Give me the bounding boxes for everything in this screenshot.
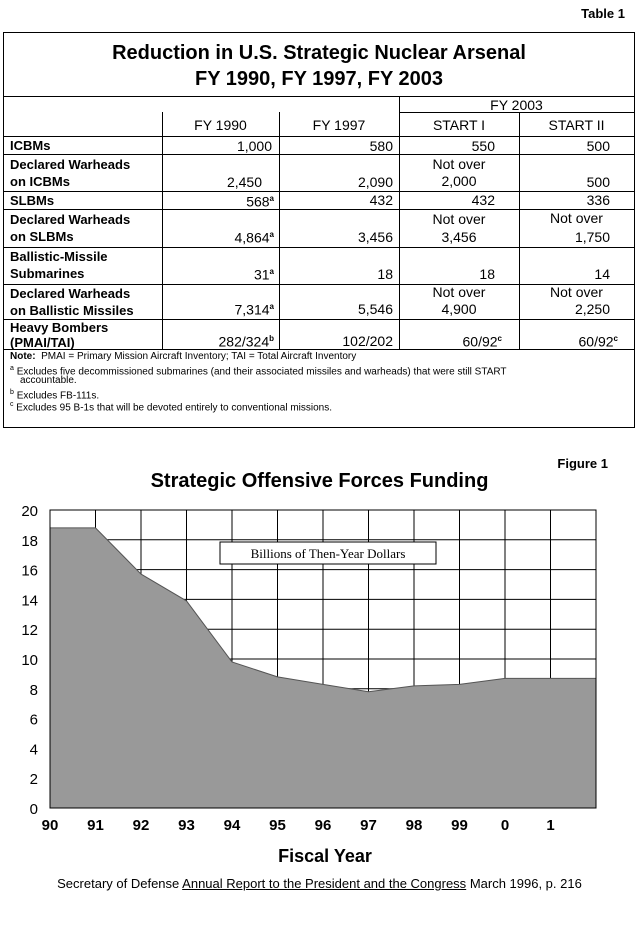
table-cell: 31$^a$ [253, 266, 274, 283]
row-label: SLBMs [10, 193, 55, 208]
table-cell: 500 [586, 138, 610, 154]
x-tick-label: 96 [314, 817, 332, 834]
table-cell: 18 [479, 266, 495, 282]
x-tick-label: 93 [178, 817, 195, 834]
row-label: ICBMs [10, 138, 51, 153]
row-label-cont: on ICBMs [10, 174, 70, 189]
footnote-b: $^b$ Excludes FB-111s. [10, 389, 100, 402]
x-tick-label: 99 [451, 817, 468, 834]
table-cell: 7,314$^a$ [234, 301, 274, 318]
row-label: Ballistic-Missile [10, 249, 108, 264]
x-tick-label: 1 [546, 817, 555, 834]
x-tick-label: 0 [500, 817, 510, 834]
table-cell: 2,450 [226, 174, 262, 190]
table-cell: 500 [586, 174, 610, 190]
table-cell: 336 [586, 192, 610, 208]
row-label-cont: on Ballistic Missiles [10, 303, 134, 318]
table-cell: 550 [471, 138, 495, 154]
table-cell: 432 [369, 192, 393, 208]
table-cell-qualifier: Not over [550, 210, 603, 226]
table-title-line2: FY 1990, FY 1997, FY 2003 [195, 68, 443, 90]
row-label-cont: on SLBMs [10, 229, 74, 244]
table-cell: 1,750 [574, 229, 610, 245]
table-cell: 60/92$^c$ [578, 333, 618, 350]
y-tick-label: 16 [21, 562, 38, 580]
table-title-line1: Reduction in U.S. Strategic Nuclear Arsenal [112, 42, 526, 64]
table-cell: 568$^a$ [246, 193, 274, 210]
y-tick-label: 20 [21, 503, 38, 520]
table-cell-qualifier: Not over [432, 211, 486, 227]
table-cell: 4,900 [441, 301, 477, 317]
footnote-a: $^a$ Excludes five decommissioned submarines (and their associated missiles and warheads) that were still START [10, 365, 507, 378]
table-cell-qualifier: Not over [432, 156, 486, 172]
table-cell: 102/202 [342, 333, 393, 349]
table-note: Note: PMAI = Primary Mission Aircraft Inventory; TAI = Total Aircraft Inventory [10, 351, 357, 362]
col-header-start1: START I [432, 117, 486, 133]
y-tick-label: 14 [21, 592, 38, 610]
y-tick-label: 8 [29, 681, 38, 699]
table-cell: 5,546 [357, 301, 393, 317]
table-cell-qualifier: Not over [432, 284, 486, 300]
table-cell: 3,456 [441, 229, 477, 245]
x-tick-label: 97 [360, 817, 377, 834]
source-citation: Secretary of Defense Annual Report to the President and the Congress March 1996, p. 216 [57, 876, 582, 891]
x-tick-label: 91 [87, 817, 104, 834]
table-cell: 2,000 [441, 173, 477, 189]
table-cell: 282/324$^b$ [218, 333, 274, 350]
footnote-a-cont: accountable. [20, 375, 77, 386]
table-cell: 2,250 [574, 301, 610, 317]
row-label-cont: Submarines [10, 266, 85, 281]
x-axis-label: Fiscal Year [278, 846, 372, 866]
row-label-cont: (PMAI/TAI) [10, 335, 75, 350]
row-label: Heavy Bombers [10, 320, 109, 335]
group-header-fy2003: FY 2003 [490, 97, 543, 113]
y-tick-label: 12 [21, 622, 38, 640]
table-label: Table 1 [581, 6, 625, 21]
row-label: Declared Warheads [10, 286, 131, 301]
y-tick-label: 10 [21, 652, 38, 669]
y-tick-label: 18 [21, 532, 38, 550]
table-cell-qualifier: Not over [550, 284, 603, 300]
chart-title: Strategic Offensive Forces Funding [150, 470, 489, 492]
table-cell: 18 [377, 266, 393, 282]
table-cell: 4,864$^a$ [234, 229, 274, 246]
table-cell: 580 [369, 138, 393, 154]
table-cell: 432 [471, 192, 495, 208]
y-tick-label: 2 [29, 771, 38, 789]
units-note: Billions of Then-Year Dollars [250, 546, 406, 561]
table-cell: 14 [594, 266, 610, 282]
x-tick-label: 92 [132, 817, 150, 834]
x-tick-label: 90 [41, 817, 59, 834]
figure-label: Figure 1 [557, 456, 608, 471]
x-tick-label: 98 [405, 817, 423, 834]
col-header-fy1997: FY 1997 [312, 117, 366, 133]
x-tick-label: 94 [223, 817, 241, 834]
row-label: Declared Warheads [10, 212, 131, 227]
x-tick-label: 95 [269, 817, 286, 834]
footnote-c: $^c$ Excludes 95 B-1s that will be devoted entirely to conventional missions. [10, 401, 333, 414]
col-header-start2: START II [548, 117, 605, 133]
y-tick-label: 6 [29, 711, 38, 729]
col-header-fy1990: FY 1990 [194, 117, 247, 133]
table-cell: 3,456 [357, 229, 393, 245]
table-cell: 1,000 [236, 138, 272, 154]
table-cell: 2,090 [357, 174, 393, 190]
y-tick-label: 4 [29, 741, 38, 759]
row-label: Declared Warheads [10, 157, 131, 172]
y-tick-label: 0 [29, 801, 38, 818]
table-cell: 60/92$^c$ [462, 333, 502, 350]
